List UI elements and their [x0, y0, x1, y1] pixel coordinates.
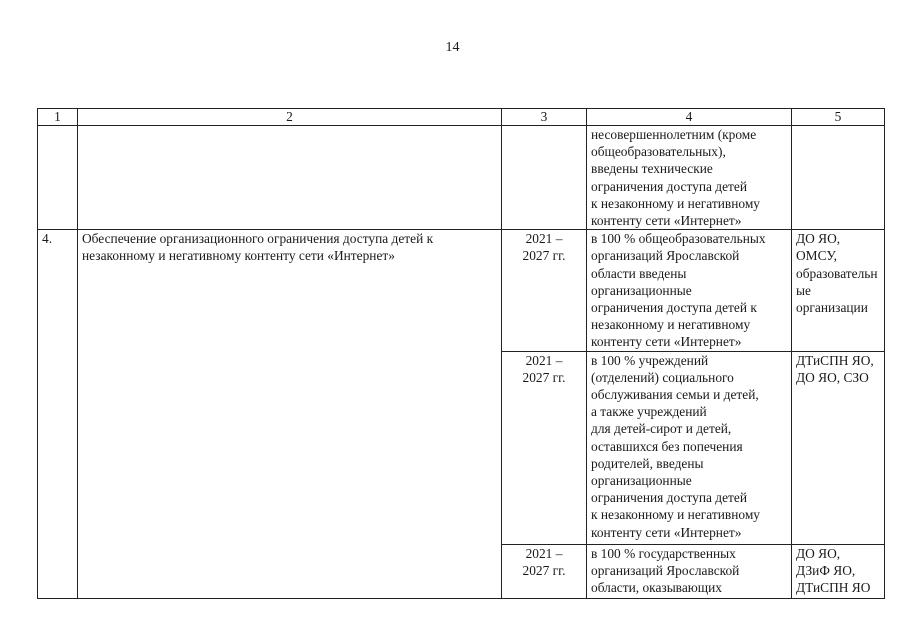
result-cell: в 100 % государственных организаций Ярославской области, оказывающих	[587, 544, 792, 598]
column-number-3: 3	[502, 109, 587, 126]
table-header-row	[38, 109, 885, 126]
result-cell: несовершеннолетним (кроме общеобразовательных), введены технические ограничения доступа детей к незаконному и негативному контенту сети «Интернет»	[587, 126, 792, 230]
row-number-cell	[38, 126, 78, 230]
responsible-cell	[792, 126, 885, 230]
responsible-cell: ДО ЯО, ОМСУ, образовательные организации	[792, 230, 885, 351]
period-cell: 2021 – 2027 гг.	[502, 544, 587, 598]
measures-table	[37, 108, 885, 599]
column-number-1: 1	[38, 109, 78, 126]
period-cell: 2021 – 2027 гг.	[502, 230, 587, 351]
row-number-cell: 4.	[38, 230, 78, 598]
table-row-continued	[38, 126, 885, 230]
column-number-2: 2	[78, 109, 502, 126]
responsible-cell: ДО ЯО, ДЗиФ ЯО, ДТиСПН ЯО	[792, 544, 885, 598]
page-number: 14	[445, 40, 460, 55]
responsible-cell: ДТиСПН ЯО, ДО ЯО, СЗО	[792, 351, 885, 544]
table-row-item-4	[38, 230, 885, 351]
column-number-5: 5	[792, 109, 885, 126]
period-cell	[502, 126, 587, 230]
result-cell: в 100 % общеобразовательных организаций Ярославской области введены организационные ограничения доступа детей к незаконному и негативному контенту сети «Интернет»	[587, 230, 792, 351]
activity-cell	[78, 126, 502, 230]
column-number-4: 4	[587, 109, 792, 126]
result-cell: в 100 % учреждений (отделений) социального обслуживания семьи и детей, а также учреждений для детей-сирот и детей, оставшихся без попечения родителей, введены организационные ограничения доступа детей к незаконному и негативному контенту сети «Интернет»	[587, 351, 792, 544]
activity-cell: Обеспечение организационного ограничения доступа детей к незаконному и негативному контенту сети «Интернет»	[78, 230, 502, 598]
period-cell: 2021 – 2027 гг.	[502, 351, 587, 544]
